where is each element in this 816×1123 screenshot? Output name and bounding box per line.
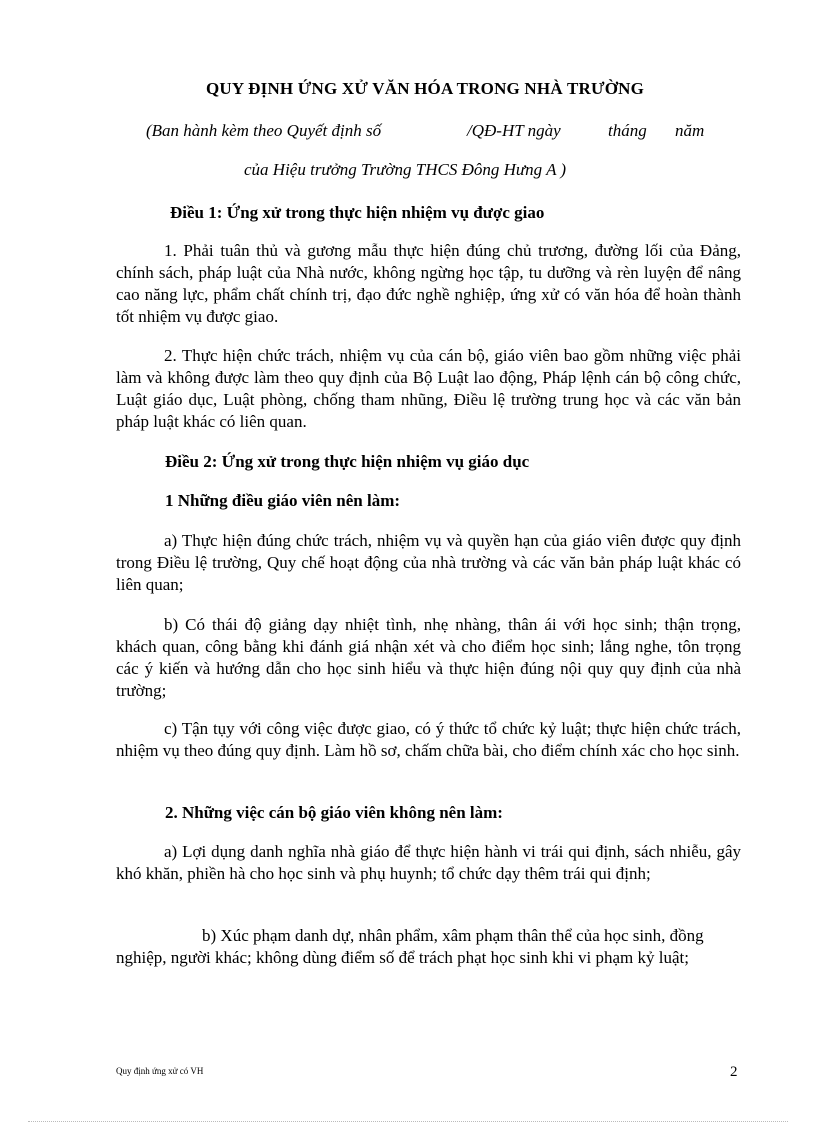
article2-item-b1: b) Có thái độ giảng dạy nhiệt tình, nhẹ nhàng, thân ái với học sinh; thận trọng, khách quan, công bằng khi đánh giá nhận xét và cho điểm học sinh; lắng nghe, tôn trọng các ý kiến và hướng dẫn cho học sinh hiểu và thực hiện đúng nội quy quy định của nhà trường; bbox=[116, 615, 741, 700]
article2-item-a1: a) Thực hiện đúng chức trách, nhiệm vụ và quyền hạn của giáo viên được quy định trong Điều lệ trường, Quy chế hoạt động của nhà trường và các văn bản pháp luật khác có liên quan; bbox=[116, 531, 741, 594]
subtitle-part-d: năm bbox=[675, 121, 705, 140]
page-bottom-divider bbox=[28, 1121, 788, 1122]
footer-label: Quy định ứng xử có VH bbox=[116, 1066, 204, 1076]
page-number: 2 bbox=[730, 1064, 738, 1080]
article2-subheading-2: 2. Những việc cán bộ giáo viên không nên làm: bbox=[165, 803, 503, 822]
subtitle-line2: của Hiệu trưởng Trường THCS Đông Hưng A ) bbox=[244, 160, 567, 179]
article2-item-a2: a) Lợi dụng danh nghĩa nhà giáo để thực hiện hành vi trái qui định, sách nhiễu, gây khó khăn, phiền hà cho học sinh và phụ huynh; tổ chức dạy thêm trái qui định; bbox=[116, 842, 741, 883]
subtitle-part-a: (Ban hành kèm theo Quyết định số bbox=[146, 121, 382, 140]
article2-item-c1: c) Tận tụy với công việc được giao, có ý thức tổ chức kỷ luật; thực hiện chức trách, nhiệm vụ theo đúng quy định. Làm hồ sơ, chấm chữa bài, cho điểm chính xác cho học sinh. bbox=[116, 719, 741, 760]
article1-heading: Điều 1: Ứng xử trong thực hiện nhiệm vụ được giao bbox=[170, 203, 545, 222]
document-title: QUY ĐỊNH ỨNG XỬ VĂN HÓA TRONG NHÀ TRƯỜNG bbox=[205, 79, 645, 98]
article2-heading: Điều 2: Ứng xử trong thực hiện nhiệm vụ giáo dục bbox=[165, 452, 530, 471]
subtitle-part-c: tháng bbox=[608, 121, 647, 140]
article1-paragraph-2: 2. Thực hiện chức trách, nhiệm vụ của cán bộ, giáo viên bao gồm những việc phải làm và không được làm theo quy định của Bộ Luật lao động, Pháp lệnh cán bộ công chức, Luật giáo dục, Luật phòng, chống tham nhũng, Điều lệ trường trung học và các văn bản pháp luật khác có liên quan. bbox=[116, 346, 741, 431]
article2-item-b2: b) Xúc phạm danh dự, nhân phẩm, xâm phạm thân thể của học sinh, đồng nghiệp, người khác; không dùng điểm số để trách phạt học sinh khi vi phạm kỷ luật; bbox=[116, 926, 704, 967]
article2-subheading-1: 1 Những điều giáo viên nên làm: bbox=[165, 491, 401, 510]
subtitle-part-b: /QĐ-HT ngày bbox=[467, 121, 561, 140]
article1-paragraph-1: 1. Phải tuân thủ và gương mẫu thực hiện đúng chủ trương, đường lối của Đảng, chính sách, pháp luật của Nhà nước, không ngừng học tập, tu dưỡng và rèn luyện để nâng cao năng lực, phẩm chất chính trị, đạo đức nghề nghiệp, ứng xử có văn hóa để hoàn thành tốt nhiệm vụ được giao. bbox=[116, 241, 741, 326]
